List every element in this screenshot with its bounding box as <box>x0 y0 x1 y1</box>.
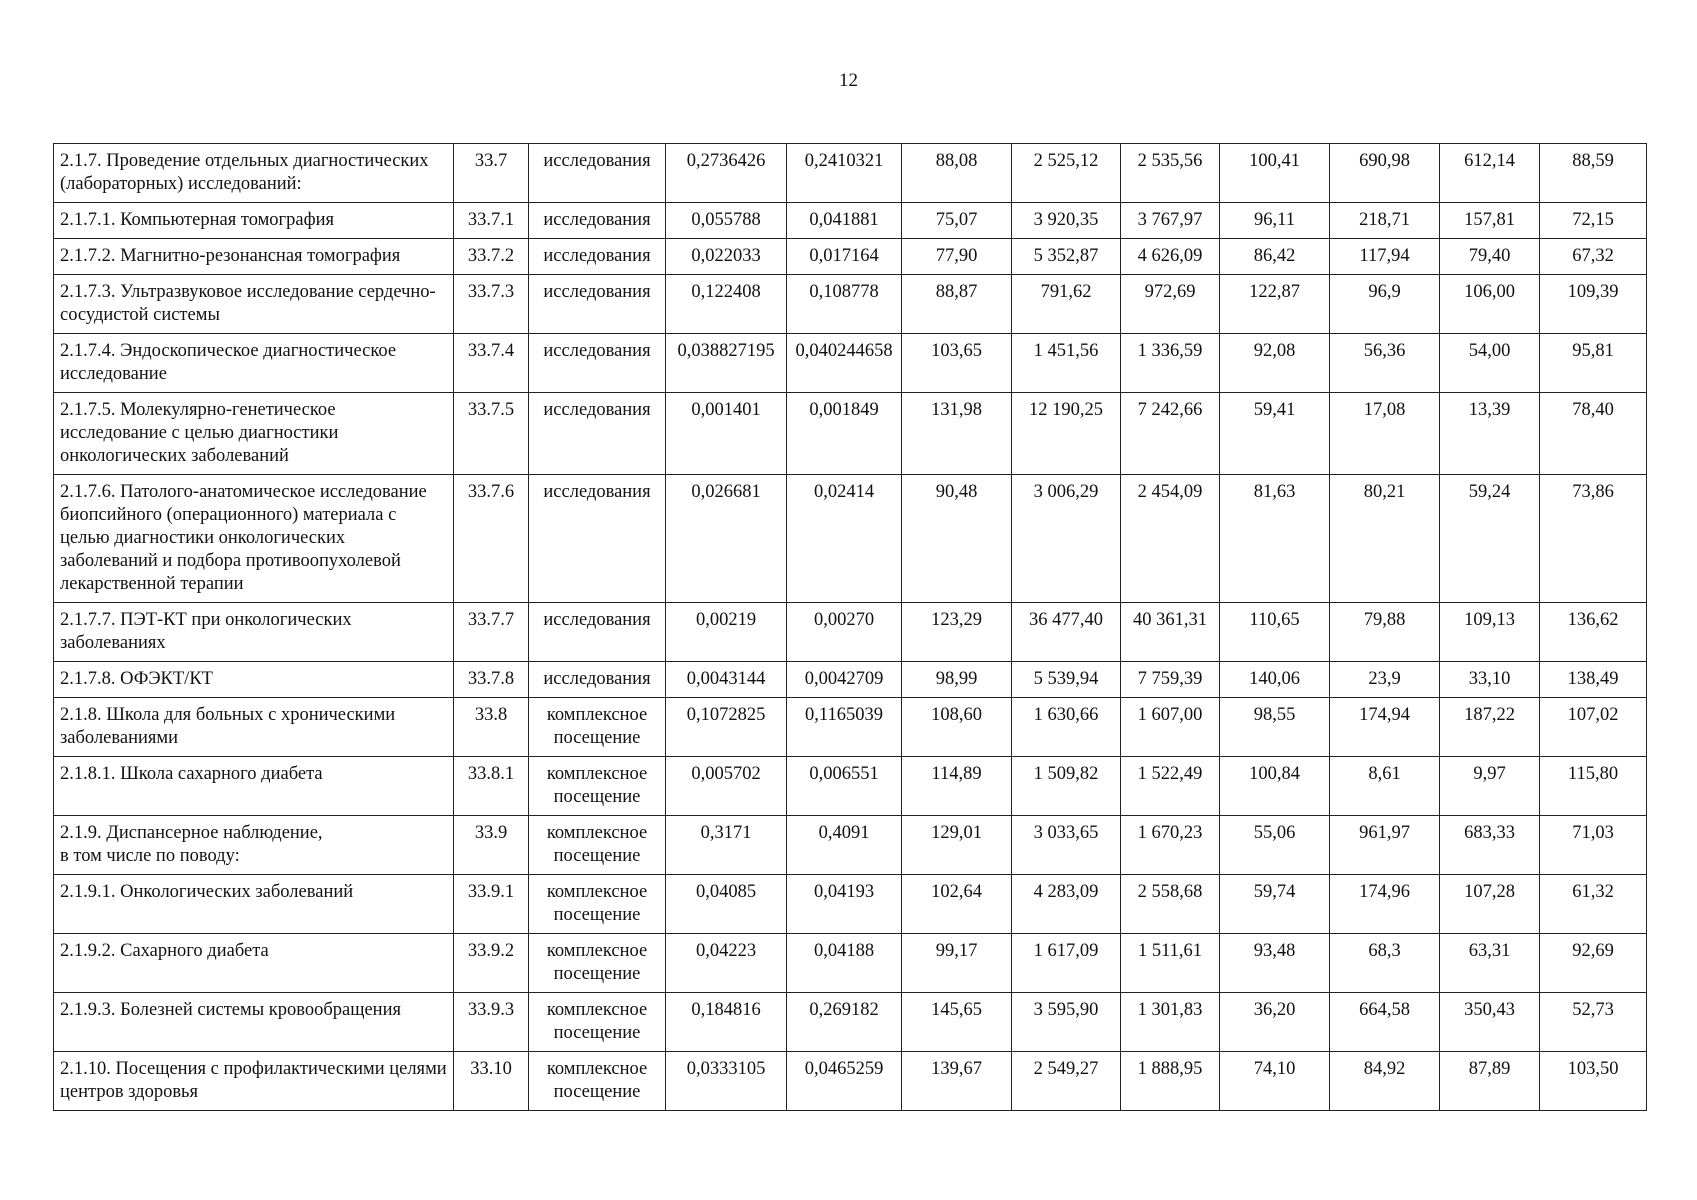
row-value-cell: 79,40 <box>1440 239 1540 275</box>
row-value-cell: 98,55 <box>1220 698 1330 757</box>
row-code-cell: 33.7.7 <box>454 603 529 662</box>
row-code-cell: 33.7.3 <box>454 275 529 334</box>
row-unit-cell: исследования <box>529 475 666 603</box>
row-value-cell: 350,43 <box>1440 993 1540 1052</box>
row-value-cell: 3 920,35 <box>1012 203 1121 239</box>
row-value-cell: 0,001401 <box>666 393 787 475</box>
row-value-cell: 139,67 <box>902 1052 1012 1111</box>
row-unit-cell: комплексное посещение <box>529 934 666 993</box>
row-name-cell: 2.1.7.1. Компьютерная томография <box>54 203 454 239</box>
row-value-cell: 136,62 <box>1540 603 1647 662</box>
row-unit-cell: исследования <box>529 275 666 334</box>
row-value-cell: 683,33 <box>1440 816 1540 875</box>
row-value-cell: 157,81 <box>1440 203 1540 239</box>
row-code-cell: 33.7.6 <box>454 475 529 603</box>
row-value-cell: 3 033,65 <box>1012 816 1121 875</box>
row-name-cell: 2.1.8.1. Школа сахарного диабета <box>54 757 454 816</box>
row-value-cell: 63,31 <box>1440 934 1540 993</box>
row-value-cell: 2 549,27 <box>1012 1052 1121 1111</box>
table-row <box>54 144 1647 203</box>
row-value-cell: 145,65 <box>902 993 1012 1052</box>
row-value-cell: 0,04188 <box>787 934 902 993</box>
row-name-cell: 2.1.10. Посещения с профилактическими целями центров здоровья <box>54 1052 454 1111</box>
row-value-cell: 1 670,23 <box>1121 816 1220 875</box>
row-unit-cell: комплексное посещение <box>529 757 666 816</box>
row-name-cell: 2.1.7.5. Молекулярно-генетическое исследование с целью диагностики онкологических заболеваний <box>54 393 454 475</box>
row-value-cell: 88,87 <box>902 275 1012 334</box>
row-value-cell: 17,08 <box>1330 393 1440 475</box>
row-value-cell: 0,0333105 <box>666 1052 787 1111</box>
row-value-cell: 52,73 <box>1540 993 1647 1052</box>
row-value-cell: 129,01 <box>902 816 1012 875</box>
row-value-cell: 100,84 <box>1220 757 1330 816</box>
table-row <box>54 662 1647 698</box>
row-value-cell: 92,08 <box>1220 334 1330 393</box>
row-name-cell: 2.1.7.7. ПЭТ-КТ при онкологических заболеваниях <box>54 603 454 662</box>
row-value-cell: 123,29 <box>902 603 1012 662</box>
data-table <box>53 143 1647 1111</box>
row-value-cell: 75,07 <box>902 203 1012 239</box>
row-value-cell: 5 352,87 <box>1012 239 1121 275</box>
row-value-cell: 96,11 <box>1220 203 1330 239</box>
table-row <box>54 239 1647 275</box>
row-value-cell: 90,48 <box>902 475 1012 603</box>
row-name-cell: 2.1.9. Диспансерное наблюдение, в том числе по поводу: <box>54 816 454 875</box>
row-name-cell: 2.1.8. Школа для больных с хроническими заболеваниями <box>54 698 454 757</box>
row-value-cell: 59,74 <box>1220 875 1330 934</box>
row-value-cell: 115,80 <box>1540 757 1647 816</box>
row-value-cell: 0,04223 <box>666 934 787 993</box>
row-unit-cell: комплексное посещение <box>529 816 666 875</box>
row-value-cell: 114,89 <box>902 757 1012 816</box>
row-value-cell: 0,2736426 <box>666 144 787 203</box>
row-value-cell: 0,0465259 <box>787 1052 902 1111</box>
row-value-cell: 55,06 <box>1220 816 1330 875</box>
row-value-cell: 12 190,25 <box>1012 393 1121 475</box>
row-code-cell: 33.7.4 <box>454 334 529 393</box>
table-row <box>54 698 1647 757</box>
row-value-cell: 106,00 <box>1440 275 1540 334</box>
row-value-cell: 36 477,40 <box>1012 603 1121 662</box>
row-value-cell: 88,59 <box>1540 144 1647 203</box>
row-value-cell: 108,60 <box>902 698 1012 757</box>
row-value-cell: 2 525,12 <box>1012 144 1121 203</box>
row-value-cell: 0,4091 <box>787 816 902 875</box>
row-code-cell: 33.8.1 <box>454 757 529 816</box>
row-unit-cell: исследования <box>529 239 666 275</box>
table-row <box>54 875 1647 934</box>
row-value-cell: 100,41 <box>1220 144 1330 203</box>
row-value-cell: 0,041881 <box>787 203 902 239</box>
row-value-cell: 2 535,56 <box>1121 144 1220 203</box>
row-value-cell: 0,0042709 <box>787 662 902 698</box>
row-value-cell: 95,81 <box>1540 334 1647 393</box>
row-value-cell: 3 006,29 <box>1012 475 1121 603</box>
table-row <box>54 275 1647 334</box>
row-value-cell: 7 759,39 <box>1121 662 1220 698</box>
row-name-cell: 2.1.7. Проведение отдельных диагностических (лабораторных) исследований: <box>54 144 454 203</box>
row-value-cell: 107,28 <box>1440 875 1540 934</box>
row-value-cell: 88,08 <box>902 144 1012 203</box>
row-value-cell: 109,39 <box>1540 275 1647 334</box>
row-code-cell: 33.9.3 <box>454 993 529 1052</box>
row-value-cell: 54,00 <box>1440 334 1540 393</box>
row-unit-cell: исследования <box>529 144 666 203</box>
row-value-cell: 40 361,31 <box>1121 603 1220 662</box>
row-unit-cell: исследования <box>529 662 666 698</box>
row-value-cell: 77,90 <box>902 239 1012 275</box>
row-value-cell: 80,21 <box>1330 475 1440 603</box>
row-value-cell: 174,94 <box>1330 698 1440 757</box>
row-value-cell: 87,89 <box>1440 1052 1540 1111</box>
row-value-cell: 103,65 <box>902 334 1012 393</box>
row-value-cell: 74,10 <box>1220 1052 1330 1111</box>
row-value-cell: 98,99 <box>902 662 1012 698</box>
row-value-cell: 79,88 <box>1330 603 1440 662</box>
row-value-cell: 23,9 <box>1330 662 1440 698</box>
row-value-cell: 3 595,90 <box>1012 993 1121 1052</box>
table-row <box>54 203 1647 239</box>
row-value-cell: 0,1165039 <box>787 698 902 757</box>
row-value-cell: 1 630,66 <box>1012 698 1121 757</box>
row-value-cell: 791,62 <box>1012 275 1121 334</box>
row-value-cell: 122,87 <box>1220 275 1330 334</box>
row-value-cell: 93,48 <box>1220 934 1330 993</box>
row-value-cell: 99,17 <box>902 934 1012 993</box>
row-value-cell: 9,97 <box>1440 757 1540 816</box>
row-value-cell: 1 511,61 <box>1121 934 1220 993</box>
page-number: 12 <box>839 70 858 91</box>
row-code-cell: 33.7.5 <box>454 393 529 475</box>
row-value-cell: 174,96 <box>1330 875 1440 934</box>
row-code-cell: 33.9.1 <box>454 875 529 934</box>
row-value-cell: 72,15 <box>1540 203 1647 239</box>
row-value-cell: 972,69 <box>1121 275 1220 334</box>
row-value-cell: 0,3171 <box>666 816 787 875</box>
row-value-cell: 2 558,68 <box>1121 875 1220 934</box>
row-value-cell: 0,04085 <box>666 875 787 934</box>
table-row <box>54 757 1647 816</box>
row-unit-cell: исследования <box>529 603 666 662</box>
row-value-cell: 56,36 <box>1330 334 1440 393</box>
row-value-cell: 0,038827195 <box>666 334 787 393</box>
row-value-cell: 61,32 <box>1540 875 1647 934</box>
row-value-cell: 140,06 <box>1220 662 1330 698</box>
row-value-cell: 0,006551 <box>787 757 902 816</box>
row-name-cell: 2.1.7.4. Эндоскопическое диагностическое исследование <box>54 334 454 393</box>
row-value-cell: 690,98 <box>1330 144 1440 203</box>
row-unit-cell: комплексное посещение <box>529 698 666 757</box>
table-row <box>54 334 1647 393</box>
row-unit-cell: исследования <box>529 334 666 393</box>
row-value-cell: 1 509,82 <box>1012 757 1121 816</box>
row-value-cell: 218,71 <box>1330 203 1440 239</box>
row-name-cell: 2.1.9.1. Онкологических заболеваний <box>54 875 454 934</box>
row-value-cell: 2 454,09 <box>1121 475 1220 603</box>
row-value-cell: 4 626,09 <box>1121 239 1220 275</box>
row-unit-cell: комплексное посещение <box>529 1052 666 1111</box>
row-value-cell: 0,1072825 <box>666 698 787 757</box>
row-value-cell: 107,02 <box>1540 698 1647 757</box>
row-value-cell: 1 888,95 <box>1121 1052 1220 1111</box>
row-code-cell: 33.7.1 <box>454 203 529 239</box>
row-value-cell: 0,02414 <box>787 475 902 603</box>
table-row <box>54 993 1647 1052</box>
row-value-cell: 78,40 <box>1540 393 1647 475</box>
row-value-cell: 33,10 <box>1440 662 1540 698</box>
row-value-cell: 73,86 <box>1540 475 1647 603</box>
row-name-cell: 2.1.9.3. Болезней системы кровообращения <box>54 993 454 1052</box>
table-row <box>54 393 1647 475</box>
row-value-cell: 1 336,59 <box>1121 334 1220 393</box>
row-value-cell: 67,32 <box>1540 239 1647 275</box>
row-name-cell: 2.1.7.8. ОФЭКТ/КТ <box>54 662 454 698</box>
row-value-cell: 0,00270 <box>787 603 902 662</box>
row-value-cell: 0,026681 <box>666 475 787 603</box>
row-value-cell: 36,20 <box>1220 993 1330 1052</box>
row-value-cell: 59,41 <box>1220 393 1330 475</box>
row-value-cell: 0,184816 <box>666 993 787 1052</box>
row-value-cell: 0,00219 <box>666 603 787 662</box>
row-value-cell: 103,50 <box>1540 1052 1647 1111</box>
row-value-cell: 109,13 <box>1440 603 1540 662</box>
row-name-cell: 2.1.9.2. Сахарного диабета <box>54 934 454 993</box>
row-unit-cell: комплексное посещение <box>529 875 666 934</box>
row-value-cell: 7 242,66 <box>1121 393 1220 475</box>
row-value-cell: 4 283,09 <box>1012 875 1121 934</box>
row-unit-cell: исследования <box>529 203 666 239</box>
table-row <box>54 1052 1647 1111</box>
row-value-cell: 187,22 <box>1440 698 1540 757</box>
row-value-cell: 961,97 <box>1330 816 1440 875</box>
row-value-cell: 1 451,56 <box>1012 334 1121 393</box>
row-value-cell: 664,58 <box>1330 993 1440 1052</box>
row-value-cell: 86,42 <box>1220 239 1330 275</box>
row-value-cell: 0,04193 <box>787 875 902 934</box>
table-row <box>54 934 1647 993</box>
row-value-cell: 0,122408 <box>666 275 787 334</box>
row-name-cell: 2.1.7.3. Ультразвуковое исследование сердечно-сосудистой системы <box>54 275 454 334</box>
row-value-cell: 68,3 <box>1330 934 1440 993</box>
row-code-cell: 33.7.8 <box>454 662 529 698</box>
row-value-cell: 0,269182 <box>787 993 902 1052</box>
row-unit-cell: комплексное посещение <box>529 993 666 1052</box>
row-name-cell: 2.1.7.6. Патолого-анатомическое исследование биопсийного (операционного) материала с целью диагностики онкологических заболеваний и подбора противоопухолевой лекарственной терапии <box>54 475 454 603</box>
row-value-cell: 13,39 <box>1440 393 1540 475</box>
row-value-cell: 96,9 <box>1330 275 1440 334</box>
table-row <box>54 475 1647 603</box>
row-value-cell: 1 617,09 <box>1012 934 1121 993</box>
row-value-cell: 5 539,94 <box>1012 662 1121 698</box>
row-value-cell: 0,017164 <box>787 239 902 275</box>
row-value-cell: 81,63 <box>1220 475 1330 603</box>
row-name-cell: 2.1.7.2. Магнитно-резонансная томография <box>54 239 454 275</box>
row-value-cell: 612,14 <box>1440 144 1540 203</box>
row-value-cell: 1 301,83 <box>1121 993 1220 1052</box>
table-row <box>54 816 1647 875</box>
row-code-cell: 33.10 <box>454 1052 529 1111</box>
row-unit-cell: исследования <box>529 393 666 475</box>
row-value-cell: 0,001849 <box>787 393 902 475</box>
row-value-cell: 131,98 <box>902 393 1012 475</box>
row-value-cell: 3 767,97 <box>1121 203 1220 239</box>
row-value-cell: 92,69 <box>1540 934 1647 993</box>
row-value-cell: 0,040244658 <box>787 334 902 393</box>
row-code-cell: 33.8 <box>454 698 529 757</box>
row-value-cell: 138,49 <box>1540 662 1647 698</box>
row-code-cell: 33.7.2 <box>454 239 529 275</box>
row-code-cell: 33.9.2 <box>454 934 529 993</box>
row-value-cell: 1 522,49 <box>1121 757 1220 816</box>
row-value-cell: 8,61 <box>1330 757 1440 816</box>
row-value-cell: 1 607,00 <box>1121 698 1220 757</box>
row-value-cell: 117,94 <box>1330 239 1440 275</box>
row-code-cell: 33.7 <box>454 144 529 203</box>
row-code-cell: 33.9 <box>454 816 529 875</box>
row-value-cell: 0,055788 <box>666 203 787 239</box>
row-value-cell: 102,64 <box>902 875 1012 934</box>
row-value-cell: 0,022033 <box>666 239 787 275</box>
row-value-cell: 0,005702 <box>666 757 787 816</box>
row-value-cell: 0,2410321 <box>787 144 902 203</box>
row-value-cell: 59,24 <box>1440 475 1540 603</box>
table-row <box>54 603 1647 662</box>
row-value-cell: 0,108778 <box>787 275 902 334</box>
row-value-cell: 84,92 <box>1330 1052 1440 1111</box>
row-value-cell: 110,65 <box>1220 603 1330 662</box>
row-value-cell: 0,0043144 <box>666 662 787 698</box>
row-value-cell: 71,03 <box>1540 816 1647 875</box>
